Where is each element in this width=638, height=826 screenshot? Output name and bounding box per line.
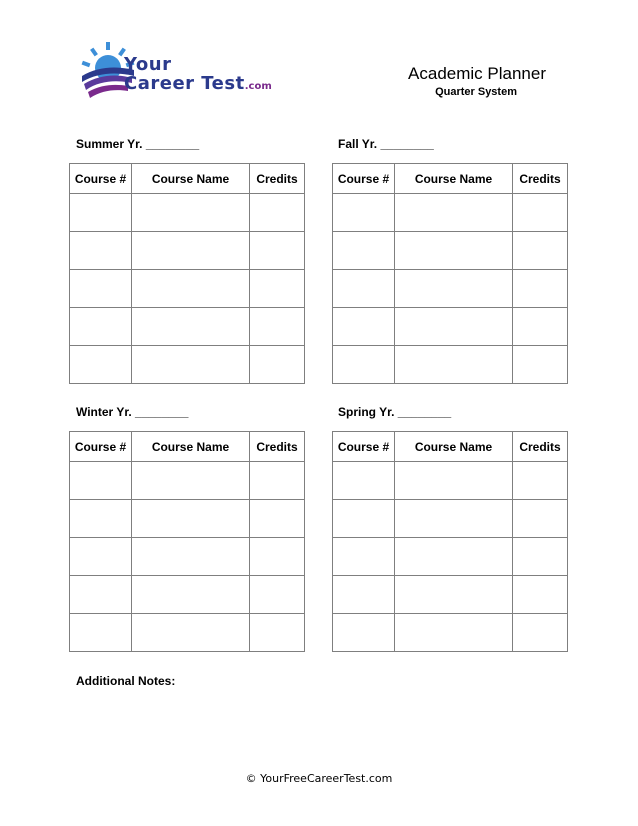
table-cell[interactable] bbox=[70, 538, 132, 576]
table-row bbox=[70, 346, 305, 384]
table-cell[interactable] bbox=[395, 232, 513, 270]
table-cell[interactable] bbox=[132, 270, 250, 308]
fall-table bbox=[332, 163, 568, 384]
table-cell[interactable] bbox=[333, 614, 395, 652]
table-cell[interactable] bbox=[70, 462, 132, 500]
table-cell[interactable] bbox=[395, 462, 513, 500]
table-cell[interactable] bbox=[395, 194, 513, 232]
table-cell[interactable] bbox=[132, 346, 250, 384]
table-header-row bbox=[333, 432, 568, 462]
table-cell[interactable] bbox=[513, 614, 568, 652]
spring-table bbox=[332, 431, 568, 652]
table-cell[interactable] bbox=[250, 194, 305, 232]
table-row bbox=[70, 194, 305, 232]
table-cell[interactable] bbox=[132, 538, 250, 576]
winter-table bbox=[69, 431, 305, 652]
additional-notes-label: Additional Notes: bbox=[76, 674, 176, 688]
page-subtitle: Quarter System bbox=[435, 86, 517, 98]
table-cell[interactable] bbox=[250, 346, 305, 384]
table-cell[interactable] bbox=[70, 308, 132, 346]
table-row bbox=[333, 576, 568, 614]
winter-label: Winter Yr. ________ bbox=[76, 405, 189, 419]
footer-copyright: © YourFreeCareerTest.com bbox=[245, 772, 393, 785]
table-cell[interactable] bbox=[395, 308, 513, 346]
table-cell[interactable] bbox=[70, 500, 132, 538]
col-course-number: Course # bbox=[333, 432, 395, 462]
table-cell[interactable] bbox=[132, 308, 250, 346]
table-row bbox=[333, 308, 568, 346]
table-cell[interactable] bbox=[70, 232, 132, 270]
table-row bbox=[333, 614, 568, 652]
fall-label: Fall Yr. ________ bbox=[338, 137, 434, 151]
table-cell[interactable] bbox=[132, 576, 250, 614]
table-cell[interactable] bbox=[333, 538, 395, 576]
table-header-row bbox=[70, 432, 305, 462]
table-cell[interactable] bbox=[395, 500, 513, 538]
table-cell[interactable] bbox=[250, 538, 305, 576]
col-credits: Credits bbox=[513, 432, 568, 462]
table-cell[interactable] bbox=[250, 308, 305, 346]
table-row bbox=[70, 462, 305, 500]
table-row bbox=[333, 270, 568, 308]
col-course-number: Course # bbox=[70, 164, 132, 194]
col-credits: Credits bbox=[513, 164, 568, 194]
spring-label: Spring Yr. ________ bbox=[338, 405, 452, 419]
table-cell[interactable] bbox=[70, 576, 132, 614]
table-cell[interactable] bbox=[395, 270, 513, 308]
summer-table bbox=[69, 163, 305, 384]
col-course-name: Course Name bbox=[395, 164, 513, 194]
table-cell[interactable] bbox=[333, 576, 395, 614]
table-cell[interactable] bbox=[132, 614, 250, 652]
table-cell[interactable] bbox=[250, 270, 305, 308]
table-cell[interactable] bbox=[132, 232, 250, 270]
col-credits: Credits bbox=[250, 432, 305, 462]
col-credits: Credits bbox=[250, 164, 305, 194]
logo bbox=[78, 40, 272, 104]
table-cell[interactable] bbox=[250, 500, 305, 538]
table-header-row bbox=[333, 164, 568, 194]
col-course-name: Course Name bbox=[395, 432, 513, 462]
table-cell[interactable] bbox=[70, 346, 132, 384]
table-row bbox=[333, 462, 568, 500]
table-cell[interactable] bbox=[333, 270, 395, 308]
table-row bbox=[70, 614, 305, 652]
table-row bbox=[70, 538, 305, 576]
table-cell[interactable] bbox=[395, 576, 513, 614]
col-course-name: Course Name bbox=[132, 432, 250, 462]
table-cell[interactable] bbox=[513, 308, 568, 346]
table-cell[interactable] bbox=[250, 462, 305, 500]
table-cell[interactable] bbox=[333, 462, 395, 500]
table-row bbox=[333, 346, 568, 384]
table-cell[interactable] bbox=[70, 194, 132, 232]
table-row bbox=[333, 232, 568, 270]
col-course-name: Course Name bbox=[132, 164, 250, 194]
table-row bbox=[333, 500, 568, 538]
table-cell[interactable] bbox=[395, 614, 513, 652]
col-course-number: Course # bbox=[70, 432, 132, 462]
table-header-row bbox=[70, 164, 305, 194]
table-cell[interactable] bbox=[132, 500, 250, 538]
table-cell[interactable] bbox=[513, 270, 568, 308]
table-cell[interactable] bbox=[333, 232, 395, 270]
table-cell[interactable] bbox=[513, 346, 568, 384]
summer-label: Summer Yr. ________ bbox=[76, 137, 200, 151]
table-cell[interactable] bbox=[333, 194, 395, 232]
table-cell[interactable] bbox=[513, 576, 568, 614]
col-course-number: Course # bbox=[333, 164, 395, 194]
page-title: Academic Planner bbox=[408, 64, 546, 83]
table-cell[interactable] bbox=[70, 614, 132, 652]
table-cell[interactable] bbox=[513, 194, 568, 232]
table-cell[interactable] bbox=[250, 576, 305, 614]
table-row bbox=[333, 538, 568, 576]
table-cell[interactable] bbox=[250, 614, 305, 652]
table-row bbox=[70, 576, 305, 614]
table-row bbox=[333, 194, 568, 232]
table-cell[interactable] bbox=[513, 232, 568, 270]
table-row bbox=[70, 270, 305, 308]
table-cell[interactable] bbox=[513, 462, 568, 500]
table-cell[interactable] bbox=[132, 462, 250, 500]
table-cell[interactable] bbox=[395, 346, 513, 384]
table-cell[interactable] bbox=[333, 500, 395, 538]
table-row bbox=[70, 308, 305, 346]
logo-text-career-test bbox=[124, 73, 272, 94]
table-cell[interactable] bbox=[333, 346, 395, 384]
logo-text-suffix: .com bbox=[244, 81, 272, 92]
logo-text-your: Your bbox=[124, 54, 172, 75]
table-cell[interactable] bbox=[333, 308, 395, 346]
table-row bbox=[70, 500, 305, 538]
table-cell[interactable] bbox=[250, 232, 305, 270]
table-cell[interactable] bbox=[132, 194, 250, 232]
logo-text-main: Career Test bbox=[124, 73, 245, 94]
table-cell[interactable] bbox=[513, 500, 568, 538]
table-cell[interactable] bbox=[395, 538, 513, 576]
table-cell[interactable] bbox=[70, 270, 132, 308]
table-row bbox=[70, 232, 305, 270]
table-cell[interactable] bbox=[513, 538, 568, 576]
